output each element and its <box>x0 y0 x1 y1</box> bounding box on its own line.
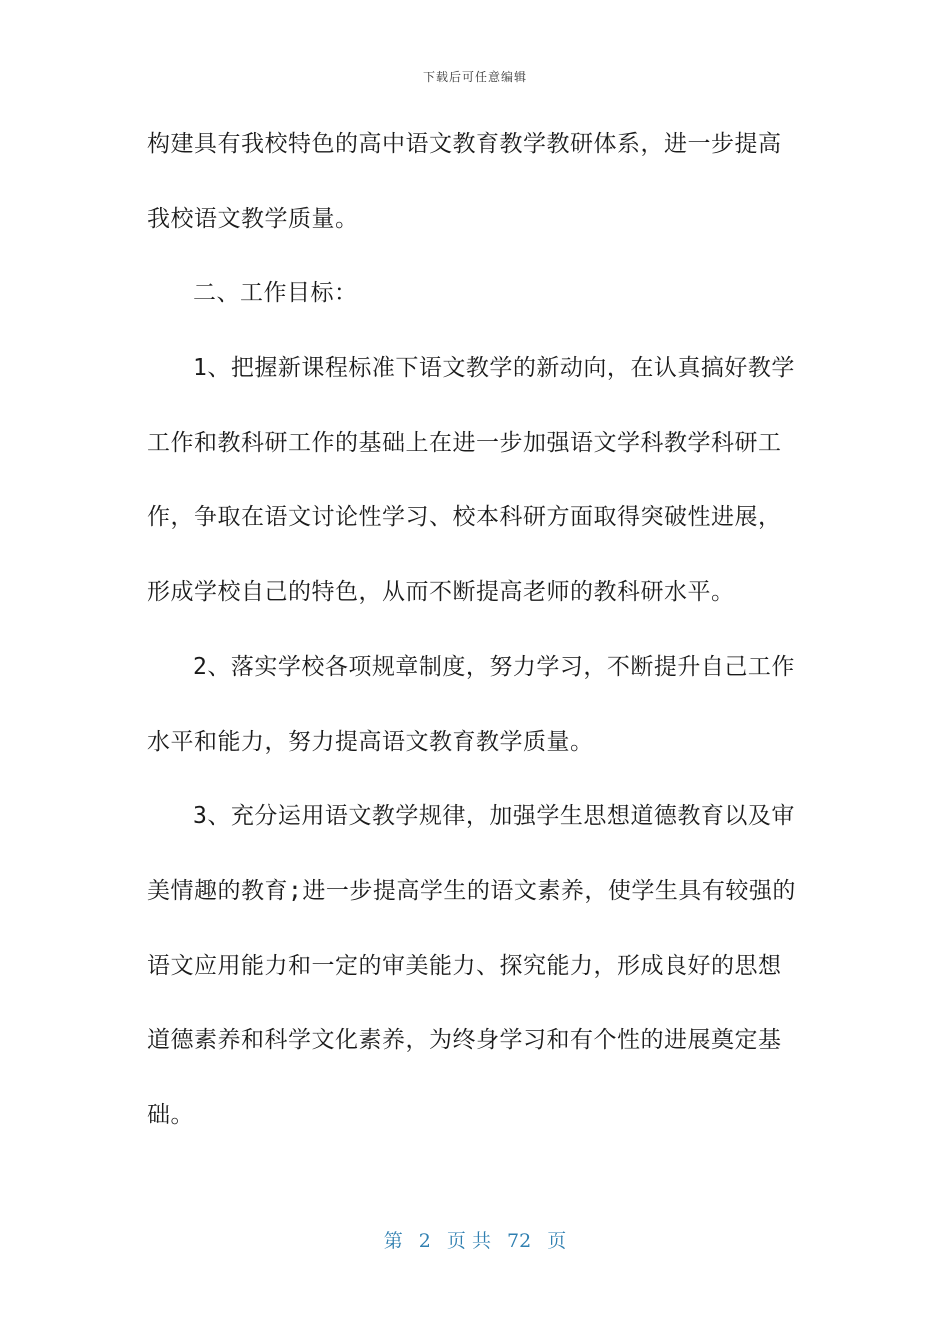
body-line: 础。 <box>147 1101 194 1128</box>
body-line: 构建具有我校特色的高中语文教育教学教研体系，进一步提高 <box>147 131 782 157</box>
footer-middle: 页 共 <box>446 1230 491 1252</box>
footer-prefix: 第 <box>383 1230 403 1252</box>
total-pages-number: 72 <box>507 1230 532 1252</box>
body-line: 语文应用能力和一定的审美能力、探究能力，形成良好的思想 <box>147 952 782 979</box>
body-line: 形成学校自己的特色，从而不断提高老师的教科研水平。 <box>147 579 735 606</box>
footer-suffix: 页 <box>547 1230 567 1252</box>
body-line: 水平和能力，努力提高语文教育教学质量。 <box>147 728 594 755</box>
body-line: 道德素养和科学文化素养，为终身学习和有个性的进展奠定基 <box>147 1027 782 1054</box>
page-footer <box>0 1226 950 1253</box>
body-line: 作，争取在语文讨论性学习、校本科研方面取得突破性进展， <box>147 504 782 531</box>
body-line: 1、把握新课程标准下语文教学的新动向，在认真搞好教学 <box>193 355 795 382</box>
current-page-number: 2 <box>418 1230 431 1252</box>
body-line: 2、落实学校各项规章制度，努力学习，不断提升自己工作 <box>193 653 795 680</box>
body-line: 我校语文教学质量。 <box>147 205 359 232</box>
body-line: 工作和教科研工作的基础上在进一步加强语文学科教学科研工 <box>147 429 782 456</box>
body-line: 美情趣的教育;进一步提高学生的语文素养，使学生具有较强的 <box>147 877 796 904</box>
document-body <box>147 118 807 1164</box>
body-line: 3、充分运用语文教学规律，加强学生思想道德教育以及审 <box>193 803 795 830</box>
header-note: 下载后可任意编辑 <box>422 70 527 84</box>
section-heading: 二、工作目标： <box>193 280 358 307</box>
